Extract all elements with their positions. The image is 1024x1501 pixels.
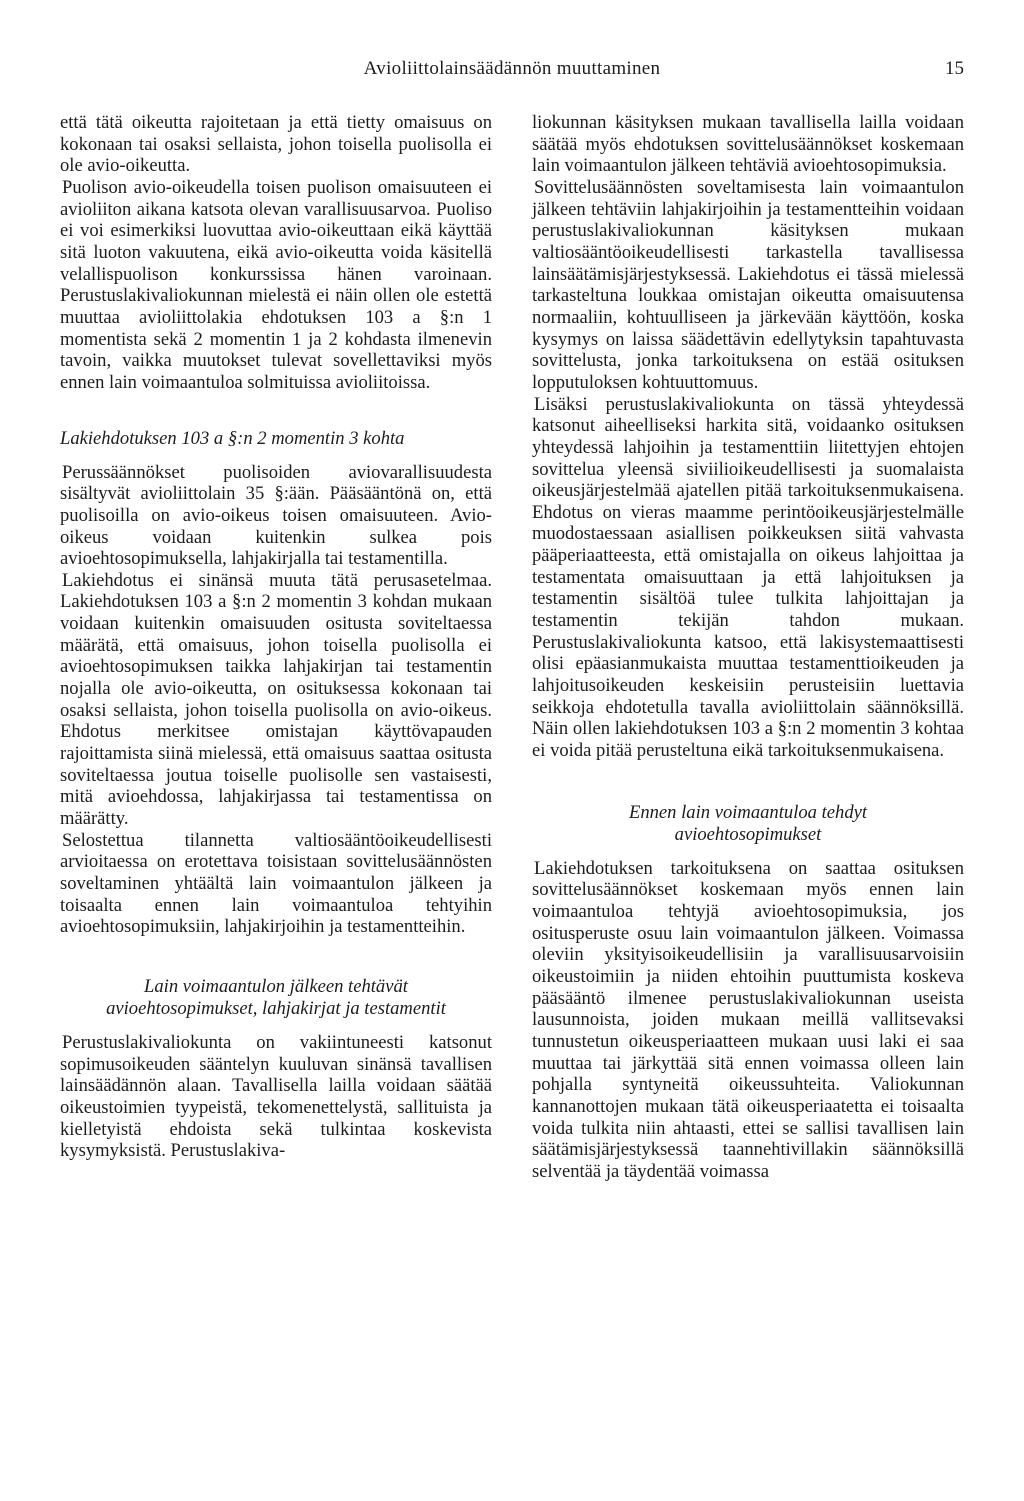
running-title: Avioliittolainsäädännön muuttaminen [363,58,661,79]
paragraph: Lisäksi perustuslakivaliokunta on tässä yhteydessä katsonut aiheelliseksi harkita sitä, voidaanko osituksen yhteydessä lahjoihin ja testamenttiin liitettyjen ehtojen sovittelua yleensä siviilioikeudellisesti ja suomalaista oikeusjärjestelmää ajatellen pitää tarkoituksenmukaisena. Ehdotus on vieras maamme perintöoikeusjärjestelmälle muodostaessaan asiallisen poikkeuksen siitä vahvasta pääperiaatteesta, että omistajalla on oikeus lahjoittaa ja testamentata omaisuuttaan ja että lahjoituksen ja testamentin sisältöä tulee tulkita lahjoittajan ja testamentin tekijän tahdon mukaan. Perustuslakivaliokunta katsoo, että lakisystemaattisesti olisi epäasianmukaista muuttaa testamenttioikeuden ja lahjoitusoikeuden keskeisiin perusteisiin luettavia seikkoja ehdotetulla tavalla avioliittolain säännöksillä. Näin ollen lakiehdotuksen 103 a §:n 2 momentin 3 kohtaa ei voida pitää perusteltuna eikä tarkoituksenmukaisena. [532,393,964,762]
page-number: 15 [945,58,964,79]
right-column [532,112,964,1183]
paragraph: Lakiehdotuksen tarkoituksena on saattaa osituksen sovittelusäännökset koskemaan myös ennen lain voimaantuloa tehtyjä avioehtosopimuksia, jos ositusperuste osuu lain voimaantulon jälkeen. Voimassa oleviin yksityisoikeudellisiin ja varallisuusarvoisiin oikeustoimiin ja niiden ehtoihin puuttumista koskeva pääsääntö ilmenee perustuslakivaliokunnan useista lausunnoista, joiden mukaan meillä vallitsevaksi tunnustetun oikeusperiaatteen mukaan uusi laki ei saa muuttaa tai järkyttää sitä ennen voimassa olleen lain pohjalla syntyneitä oikeussuhteita. Valiokunnan kannanottojen mukaan tätä oikeusperiaatetta ei toisaalta voida tulkita niin ahtaasti, ettei se sallisi tavallisen lain säätämisjärjestyksessä taannehtivillakin säännöksillä selventää ja täydentää voimassa [532,857,964,1182]
page-header [60,58,964,88]
paragraph: Perustuslakivaliokunta on vakiintuneesti katsonut sopimusoikeuden sääntelyn kuuluvan sinänsä tavallisen lainsäädännön alaan. Tavallisella lailla voidaan säätää oikeustoimien tyypeistä, tekomenettelystä, sallituista ja kielletyistä ehdoista sekä tulkintaa koskevista kysymyksistä. Perustuslakiva- [60,1031,492,1162]
section-heading [532,802,964,846]
paragraph: Puolison avio-oikeudella toisen puolison omaisuuteen ei avioliiton aikana katsota olevan varallisuusarvoa. Puoliso ei voi esimerkiksi luovuttaa avio-oikeuttaan eikä käyttää sitä luoton vakuutena, eikä avio-oikeutta voida käsitellä velallispuolison konkurssissa hänen varoinaan. Perustuslakivaliokunnan mielestä ei näin ollen ole estettä muuttaa avioliittolakia ehdotuksen 103 a §:n 1 momentista sekä 2 momentin 1 ja 2 kohdasta ilmenevin tavoin, vaikka muutokset tulevat sovellettaviksi myös ennen lain voimaantuloa solmituissa avioliitoissa. [60,176,492,393]
paragraph: Selostettua tilannetta valtiosääntöoikeudellisesti arvioitaessa on erotettava toisistaan sovittelusäännösten soveltaminen yhtäältä lain voimaantulon jälkeen ja toisaalta ennen lain voimaantuloa tehtyihin avioehtosopimuksiin, lahjakirjoihin ja testamentteihin. [60,829,492,938]
section-heading: Lakiehdotuksen 103 a §:n 2 momentin 3 kohta [60,427,405,449]
left-column [60,112,492,1162]
section-heading [60,976,492,1020]
paragraph: Lakiehdotus ei sinänsä muuta tätä perusasetelmaa. Lakiehdotuksen 103 a §:n 2 momentin 3 kohdan mukaan voidaan kuitenkin omaisuuden ositusta soviteltaessa määrätä, että omaisuus, johon toisella puolisolla ei avioehtosopimuksen taikka lahjakirjan tai testamentin nojalla ole avio-oikeutta, on osituksessa kokonaan tai osaksi sellaista, johon toisella puolisolla on avio-oikeus. Ehdotus merkitsee omistajan käyttövapauden rajoittamista siinä mielessä, että omaisuus saattaa ositusta soviteltaessa joutua toiselle puolisolle sen vastaisesti, mitä avioehdossa, lahjakirjassa tai testamentissa on määrätty. [60,569,492,830]
paragraph: Sovittelusäännösten soveltamisesta lain voimaantulon jälkeen tehtäviin lahjakirjoihin ja testamentteihin voidaan perustuslakivaliokunnan käsityksen mukaan valtiosääntöoikeudellisesti tarkastella tavallisessa lainsäätämisjärjestyksessä. Lakiehdotus ei tässä mielessä tarkasteltuna loukkaa omistajan oikeutta omaisuutensa normaaliin, kohtuulliseen ja järkevään käyttöön, koska kysymys on laissa säädettävin edellytyksin tapahtuvasta sovittelusta, jonka tarkoituksena on estää osituksen lopputuloksen kohtuuttomuus. [532,176,964,393]
section-heading-line: avioehtosopimukset, lahjakirjat ja testamentit [106,997,446,1019]
section-heading-line: Lain voimaantulon jälkeen tehtävät [144,975,408,997]
paragraph: liokunnan käsityksen mukaan tavallisella lailla voidaan säätää myös ehdotuksen sovittelusäännökset koskemaan lain voimaantulon jälkeen tehtäviä avioehtosopimuksia. [532,112,964,177]
section-heading-line: Ennen lain voimaantuloa tehdyt [628,801,868,823]
paragraph: Perussäännökset puolisoiden aviovarallisuudesta sisältyvät avioliittolain 35 §:ään. Pääsääntönä on, että puolisoilla on avio-oikeus toisen omaisuuteen. Avio-oikeus voidaan kuitenkin sulkea pois avioehtosopimuksella, lahjakirjalla tai testamentilla. [60,461,492,570]
paragraph: että tätä oikeutta rajoitetaan ja että tietty omaisuus on kokonaan tai osaksi sellaista, johon toisella puolisolla ei ole avio-oikeutta. [60,112,492,177]
section-heading-line: avioehtosopimukset [674,823,822,845]
